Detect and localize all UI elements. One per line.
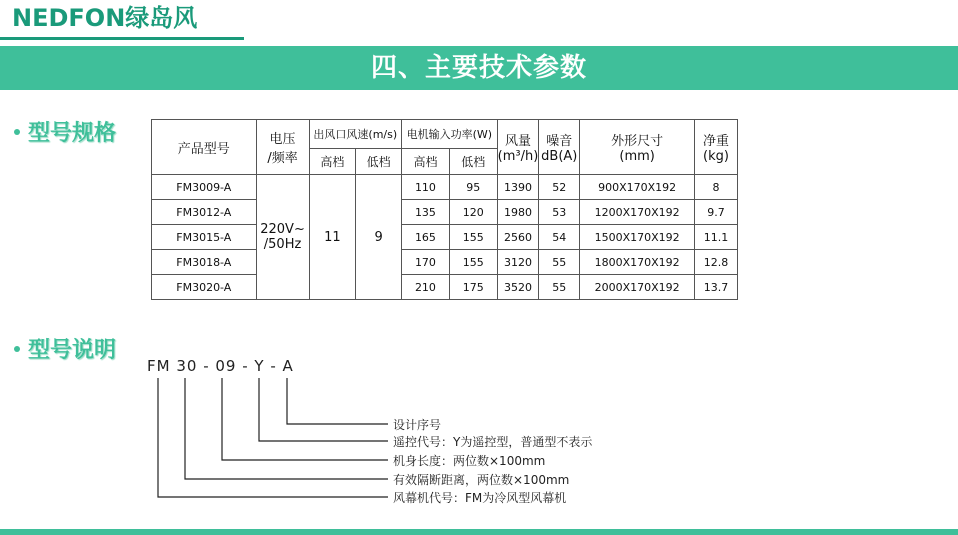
cell-size: 1200X170X192 [580,200,695,225]
header-airflow-line2: (m³/h) [497,149,539,164]
cell-power-low: 120 [449,200,497,225]
cell-weight: 11.1 [695,225,738,250]
cell-power-low: 155 [449,225,497,250]
desc-design-serial: 设计序号 [393,418,442,432]
header-voltage-line1: 电压 [269,132,296,147]
cell-power-low: 95 [449,175,497,200]
cell-speed-high: 11 [309,175,356,300]
cell-voltage-line1: 220V~ [260,222,305,237]
header-power-high: 高档 [402,149,450,175]
header-speed-high: 高档 [309,149,356,175]
section-model-spec-label: 型号规格 [28,121,117,146]
cell-weight: 8 [695,175,738,200]
cell-noise: 52 [539,175,580,200]
cell-weight: 12.8 [695,250,738,275]
header-noise-line1: 噪音 [546,134,573,149]
header-size-line2: (mm) [619,149,655,164]
desc-fm: 风幕机代号：FM为冷风型风幕机 [393,491,567,505]
cell-model: FM3018-A [152,250,257,275]
cell-airflow: 1980 [497,200,539,225]
header-size-line1: 外形尺寸 [611,134,664,149]
model-code: FM 30 - 09 - Y - A [147,357,294,375]
cell-noise: 55 [539,275,580,300]
cell-model: FM3012-A [152,200,257,225]
desc-distance: 有效隔断距离，两位数×100mm [393,473,570,487]
cell-power-high: 170 [402,250,450,275]
cell-model: FM3009-A [152,175,257,200]
desc-remote: 遥控代号：Y为遥控型，普通型不表示 [393,435,593,449]
cell-size: 1800X170X192 [580,250,695,275]
desc-length: 机身长度：两位数×100mm [393,454,546,468]
section-model-desc-label: 型号说明 [28,338,117,363]
cell-airflow: 2560 [497,225,539,250]
connector-length [222,378,388,460]
cell-voltage-line2: /50Hz [263,237,302,252]
cell-model: FM3020-A [152,275,257,300]
cell-power-low: 155 [449,250,497,275]
cell-noise: 53 [539,200,580,225]
header-weight-line1: 净重 [703,134,730,149]
cell-power-high: 210 [402,275,450,300]
header-model: 产品型号 [152,120,257,175]
nedfon-logo: NEDFON绿岛风 [12,4,198,32]
cell-size: 2000X170X192 [580,275,695,300]
cell-power-high: 110 [402,175,450,200]
cell-airflow: 3520 [497,275,539,300]
cell-size: 900X170X192 [580,175,695,200]
header-power: 电机输入功率(W) [402,120,498,149]
cell-power-high: 135 [402,200,450,225]
connector-design-serial [287,378,388,424]
cell-power-high: 165 [402,225,450,250]
cell-size: 1500X170X192 [580,225,695,250]
cell-noise: 54 [539,225,580,250]
header-weight-line2: (kg) [703,149,729,164]
cell-speed-low: 9 [356,175,402,300]
cell-airflow: 3120 [497,250,539,275]
header-speed-low: 低档 [356,149,402,175]
header-power-low: 低档 [449,149,497,175]
page-title: 四、主要技术参数 [370,53,587,83]
header-air-speed: 出风口风速(m/s) [309,120,402,149]
cell-weight: 13.7 [695,275,738,300]
cell-model: FM3015-A [152,225,257,250]
bottom-bar [0,529,958,535]
header-voltage-line2: /频率 [267,151,298,166]
cell-weight: 9.7 [695,200,738,225]
header-airflow-line1: 风量 [504,134,531,149]
cell-noise: 55 [539,250,580,275]
cell-airflow: 1390 [497,175,539,200]
cell-power-low: 175 [449,275,497,300]
connector-remote [259,378,388,441]
header-noise-line2: dB(A) [541,149,578,164]
